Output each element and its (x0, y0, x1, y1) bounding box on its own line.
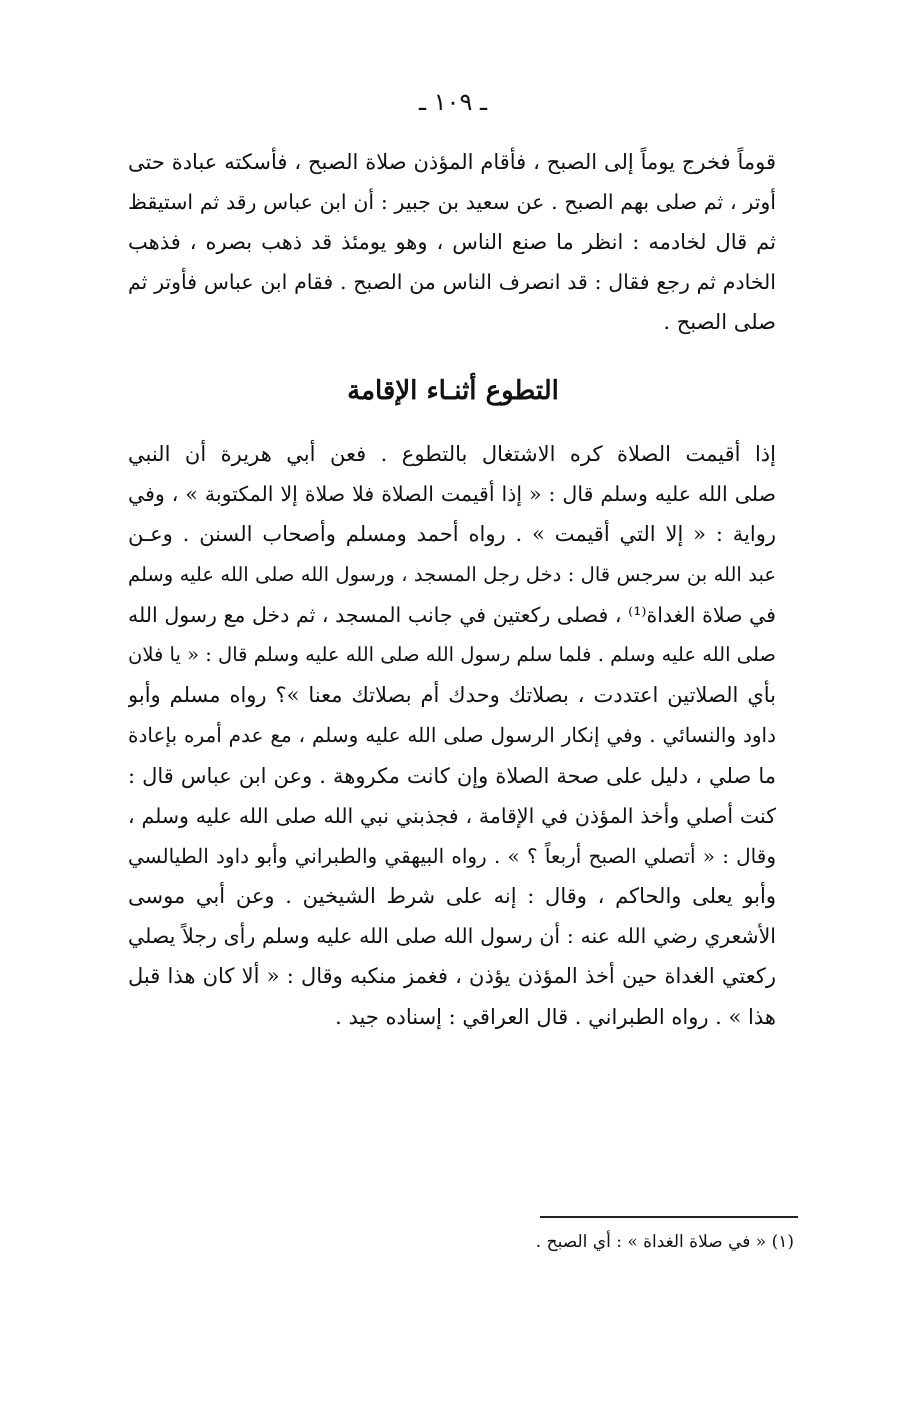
paragraph-2-line: إذا أقيمت الصلاة كره الاشتغال بالتطوع . فعن أبي هريرة أن النبي (128, 442, 776, 466)
paragraph-2-line: صلى الله عليه وسلم قال : « إذا أقيمت الصلاة فلا صلاة إلا المكتوبة » ، وفي (128, 482, 776, 507)
paragraph-1-line: أوتر ، ثم صلى بهم الصبح . عن سعيد بن جبير : أن ابن عباس رقد ثم استيقظ (128, 190, 776, 214)
paragraph-1-line: قوماً فخرج يوماً إلى الصبح ، فأقام المؤذن صلاة الصبح ، فأسكته عبادة حتى (128, 150, 776, 174)
paragraph-2-line: صلى الله عليه وسلم . فلما سلم رسول الله صلى الله عليه وسلم قال : « يا فلان (128, 642, 776, 666)
footnote-divider (540, 1216, 798, 1218)
paragraph-2-line: داود والنسائي . وفي إنكار الرسول صلى الله عليه وسلم ، مع عدم أمره بإعادة (128, 723, 776, 748)
paragraph-1-line: ثم قال لخادمه : انظر ما صنع الناس ، وهو يومئذ قد ذهب بصره ، فذهب (128, 230, 776, 254)
page-number: ـ ١٠٩ ـ (418, 88, 487, 116)
paragraph-2-line: رواية : « إلا التي أقيمت » . رواه أحمد ومسلم وأصحاب السنن . وعـن (128, 522, 776, 547)
paragraph-2-line: ركعتي الغداة حين أخذ المؤذن يؤذن ، فغمز منكبه وقال : « ألا كان هذا قبل (128, 964, 776, 989)
paragraph-2-line: هذا » . رواه الطبراني . قال العراقي : إسناده جيد . (335, 1004, 776, 1029)
paragraph-2-line: عبد الله بن سرجس قال : دخل رجل المسجد ، ورسول الله صلى الله عليه وسلم (128, 562, 776, 586)
section-heading: التطوع أثنـاء الإقامة (347, 376, 559, 406)
footnote: (١) « في صلاة الغداة » : أي الصبح . (535, 1232, 794, 1252)
paragraph-2-line: بأي الصلاتين اعتددت ، بصلاتك وحدك أم بصلاتك معنا »؟ رواه مسلم وأبو (128, 683, 776, 708)
paragraph-2-line: الأشعري رضي الله عنه : أن رسول الله صلى الله عليه وسلم رأى رجلاً يصلي (128, 924, 776, 949)
paragraph-2-line: ما صلي ، دليل على صحة الصلاة وإن كانت مكروهة . وعن ابن عباس قال : (128, 763, 776, 788)
paragraph-2-line: وأبو يعلى والحاكم ، وقال : إنه على شرط الشيخين . وعن أبي موسى (128, 884, 776, 909)
paragraph-2 (128, 434, 776, 1037)
paragraph-1 (128, 142, 776, 342)
paragraph-1-line: الخادم ثم رجع فقال : قد انصرف الناس من الصبح . فقام ابن عباس فأوتر ثم (128, 270, 776, 294)
paragraph-1-line: صلى الصبح . (663, 310, 776, 334)
paragraph-2-line: وقال : « أتصلي الصبح أربعاً ؟ » . رواه البيهقي والطبراني وأبو داود الطيالسي (128, 843, 776, 868)
paragraph-2-line: كنت أصلي وأخذ المؤذن في الإقامة ، فجذبني نبي الله صلى الله عليه وسلم ، (128, 803, 776, 828)
paragraph-2-line: في صلاة الغداة⁽¹⁾ ، فصلى ركعتين في جانب المسجد ، ثم دخل مع رسول الله (128, 602, 776, 627)
